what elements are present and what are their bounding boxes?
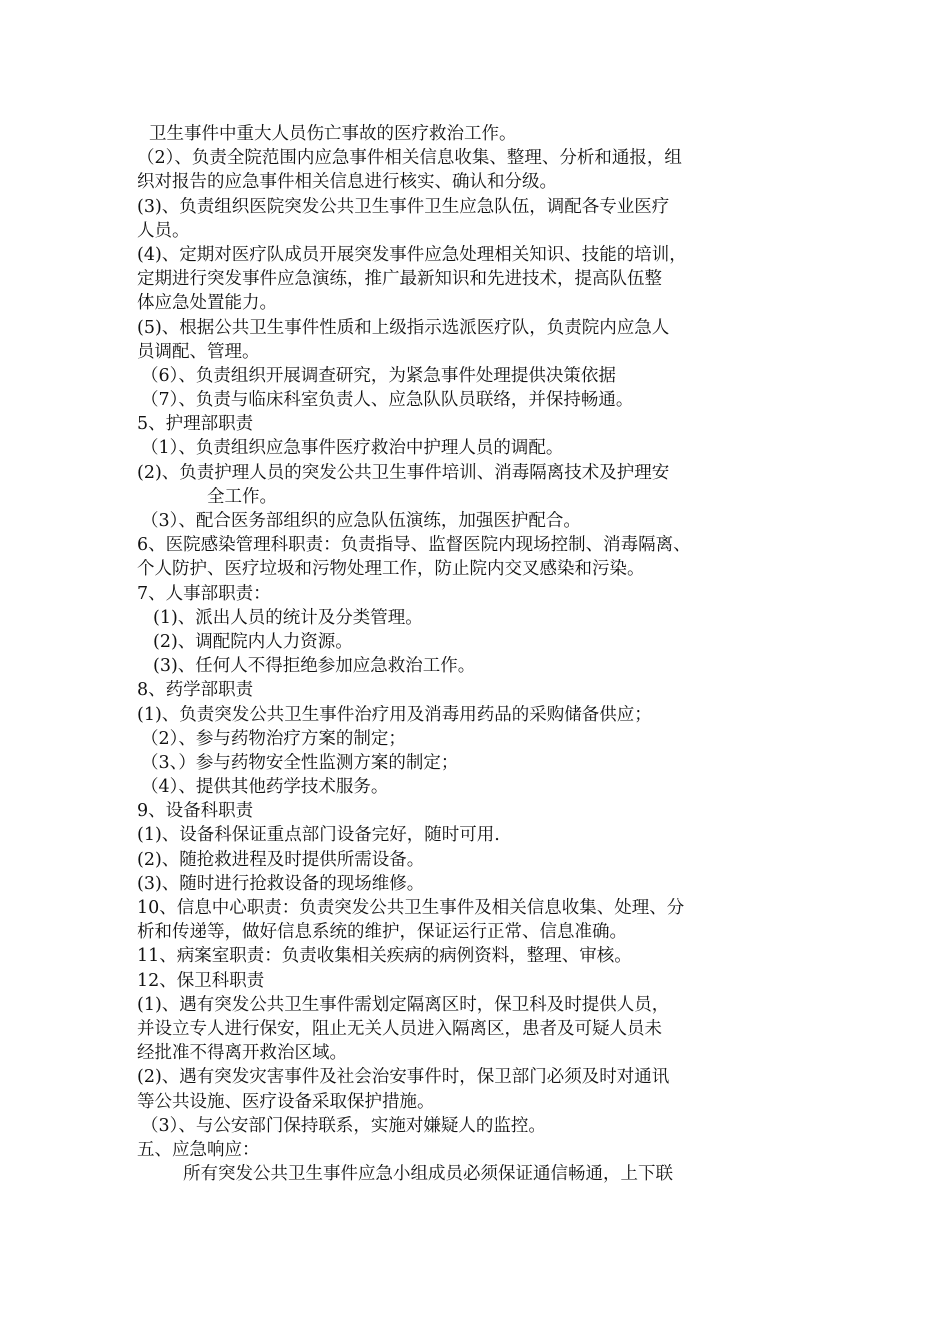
- section-heading: 9、设备科职责: [137, 801, 254, 822]
- section-heading: 5、护理部职责: [137, 414, 254, 435]
- text-line: (2)、调配院内人力资源。: [153, 631, 353, 652]
- text-line: （2）、参与药物治疗方案的制定；: [141, 728, 406, 749]
- text-line: 织对报告的应急事件相关信息进行核实、确认和分级。: [137, 172, 557, 193]
- section-heading: 8、药学部职责: [137, 680, 254, 701]
- text-line: 个人防护、医疗垃圾和污物处理工作，防止院内交叉感染和污染。: [137, 559, 645, 580]
- text-line: (3)、任何人不得拒绝参加应急救治工作。: [153, 656, 476, 677]
- section-heading: 11、病案室职责：负责收集相关疾病的病例资料，整理、审核。: [137, 946, 632, 967]
- text-line: （6）、负责组织开展调查研究，为紧急事件处理提供决策依据: [141, 365, 616, 386]
- text-line: 定期进行突发事件应急演练，推广最新知识和先进技术，提高队伍整: [137, 269, 662, 290]
- text-line: (1)、派出人员的统计及分类管理。: [153, 607, 423, 628]
- text-line: 员调配、管理。: [137, 341, 260, 362]
- text-line: (3)、随时进行抢救设备的现场维修。: [137, 873, 425, 894]
- text-line: (1)、负责突发公共卫生事件治疗用及消毒用药品的采购储备供应；: [137, 704, 652, 725]
- text-line: 析和传递等，做好信息系统的维护，保证运行正常、信息准确。: [137, 922, 627, 943]
- text-line: (2)、随抢救进程及时提供所需设备。: [137, 849, 425, 870]
- text-line: （1）、负责组织应急事件医疗救治中护理人员的调配。: [141, 438, 564, 459]
- text-line: （4）、提供其他药学技术服务。: [141, 777, 389, 798]
- text-line: (1)、设备科保证重点部门设备完好，随时可用.: [137, 825, 500, 846]
- section-heading: 12、保卫科职责: [137, 970, 265, 991]
- text-line: 全工作。: [207, 486, 277, 507]
- section-heading: 五、应急响应：: [137, 1139, 260, 1160]
- document-body: [137, 122, 837, 1186]
- text-line: (4)、定期对医疗队成员开展突发事件应急处理相关知识、技能的培训，: [137, 244, 687, 265]
- text-line: （2）、负责全院范围内应急事件相关信息收集、整理、分析和通报，组: [137, 148, 682, 169]
- text-line: 等公共设施、医疗设备采取保护措施。: [137, 1091, 435, 1112]
- section-heading: 10、信息中心职责：负责突发公共卫生事件及相关信息收集、处理、分: [137, 898, 685, 918]
- text-line: （3）、配合医务部组织的应急队伍演练，加强医护配合。: [141, 511, 581, 531]
- text-line: （3）、与公安部门保持联系，实施对嫌疑人的监控。: [141, 1115, 546, 1136]
- text-line: 体应急处置能力。: [137, 293, 277, 314]
- text-line: (2)、负责护理人员的突发公共卫生事件培训、消毒隔离技术及护理安: [137, 462, 670, 483]
- text-line: 人员。: [137, 220, 190, 241]
- text-line: 并设立专人进行保安，阻止无关人员进入隔离区，患者及可疑人员未: [137, 1018, 662, 1039]
- text-line: 卫生事件中重大人员伤亡事故的医疗救治工作。: [149, 124, 517, 144]
- text-line: (1)、遇有突发公共卫生事件需划定隔离区时，保卫科及时提供人员，: [137, 994, 670, 1015]
- text-line: （7）、负责与临床科室负责人、应急队队员联络，并保持畅通。: [141, 390, 634, 411]
- text-line: (3)、负责组织医院突发公共卫生事件卫生应急队伍，调配各专业医疗: [137, 196, 670, 217]
- text-line: (5)、根据公共卫生事件性质和上级指示选派医疗队，负责院内应急人: [137, 317, 670, 338]
- text-line: 经批准不得离开救治区域。: [137, 1043, 347, 1064]
- text-line: (2)、遇有突发灾害事件及社会治安事件时，保卫部门必须及时对通讯: [137, 1067, 670, 1088]
- section-heading: 6、医院感染管理科职责：负责指导、监督医院内现场控制、消毒隔离、: [137, 535, 691, 556]
- section-heading: 7、人事部职责：: [137, 583, 271, 604]
- text-line: （3、）参与药物安全性监测方案的制定；: [141, 752, 459, 773]
- text-line: 所有突发公共卫生事件应急小组成员必须保证通信畅通，上下联: [183, 1164, 673, 1185]
